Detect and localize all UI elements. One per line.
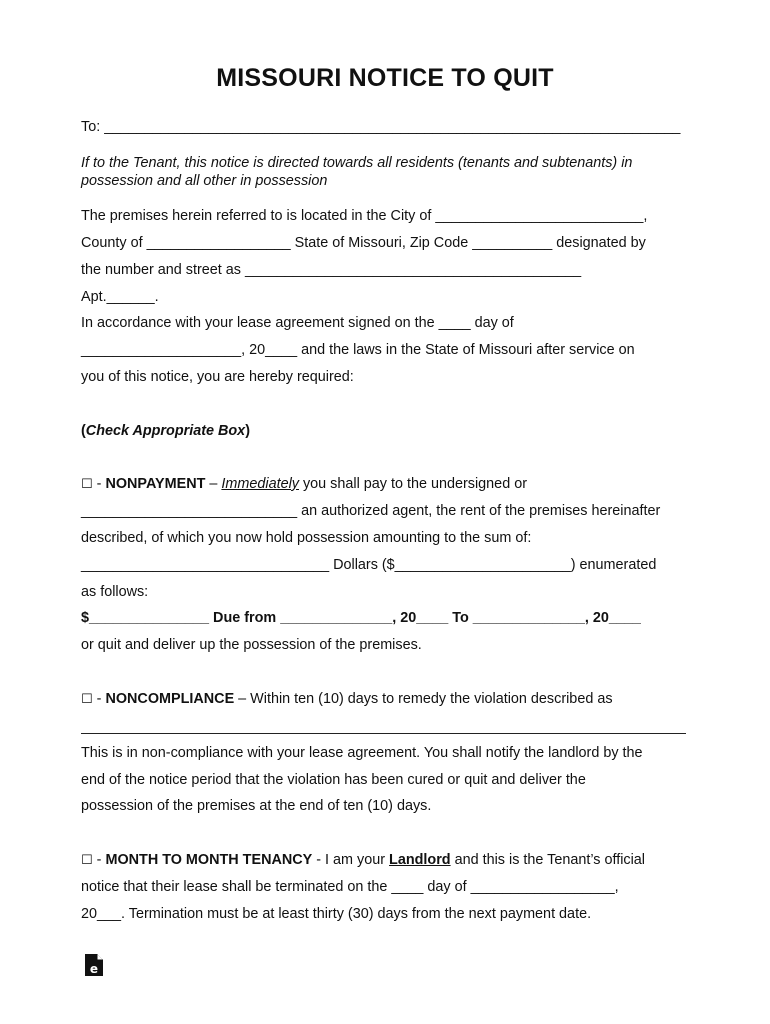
noncompliance-heading-line bbox=[81, 690, 613, 709]
nonpayment-label: NONPAYMENT bbox=[105, 476, 206, 492]
check-box-heading bbox=[81, 422, 250, 440]
noncompliance-possession-line: possession of the premises at the end of ten (10) days. bbox=[81, 798, 432, 814]
nonpayment-sep: – bbox=[205, 476, 222, 492]
month-to-month-heading-line bbox=[81, 851, 645, 870]
nonpayment-dollars-line: _______________________________ Dollars ($______________________) enumerated bbox=[81, 557, 657, 573]
month-to-month-label: MONTH TO MONTH TENANCY bbox=[105, 852, 313, 868]
violation-blank-line bbox=[81, 733, 686, 734]
intro-line-2: possession and all other in possession bbox=[81, 173, 328, 189]
premises-county-line: County of __________________ State of Missouri, Zip Code __________ designated by bbox=[81, 235, 646, 251]
lease-signed-line: In accordance with your lease agreement signed on the ____ day of bbox=[81, 315, 514, 331]
nonpayment-quit-line: or quit and deliver up the possession of the premises. bbox=[81, 637, 422, 653]
month-to-month-termination-line: 20___. Termination must be at least thirty (30) days from the next payment date. bbox=[81, 906, 592, 922]
intro-line-1: If to the Tenant, this notice is directed towards all residents (tenants and subtenants) in bbox=[81, 155, 633, 171]
lease-date-line: ____________________, 20____ and the laws in the State of Missouri after service on bbox=[81, 342, 635, 358]
nonpayment-checkbox[interactable]: ☐ bbox=[81, 477, 93, 492]
noncompliance-label: NONCOMPLIANCE bbox=[105, 691, 235, 707]
nonpayment-dash: - bbox=[92, 476, 106, 492]
month-to-month-checkbox[interactable]: ☐ bbox=[81, 853, 93, 868]
nonpayment-due-line: $_______________ Due from ______________, 20____ To ______________, 20____ bbox=[81, 610, 641, 626]
nonpayment-heading-line bbox=[81, 475, 527, 494]
noncompliance-rest: – Within ten (10) days to remedy the violation described as bbox=[234, 691, 613, 707]
noncompliance-checkbox[interactable]: ☐ bbox=[81, 692, 93, 707]
month-to-month-dash: - bbox=[92, 852, 106, 868]
landlord-word: Landlord bbox=[389, 852, 451, 868]
required-line: you of this notice, you are hereby required: bbox=[81, 369, 354, 385]
eforms-document-icon bbox=[84, 953, 104, 977]
month-to-month-rest: and this is the Tenant’s official bbox=[450, 852, 645, 868]
check-heading-text: Check Appropriate Box bbox=[85, 423, 246, 439]
premises-street-line: the number and street as __________________________________________ bbox=[81, 262, 582, 278]
month-to-month-terminated-line: notice that their lease shall be terminated on the ____ day of __________________, bbox=[81, 879, 619, 895]
premises-city-line: The premises herein referred to is located in the City of __________________________, bbox=[81, 208, 648, 224]
document-title: MISSOURI NOTICE TO QUIT bbox=[216, 64, 554, 92]
to-line: To: ________________________________________________________________________ bbox=[81, 119, 681, 135]
noncompliance-cured-line: end of the notice period that the violation has been cured or quit and deliver the bbox=[81, 772, 586, 788]
check-heading-open: ( bbox=[81, 423, 86, 439]
nonpayment-as-follows-line: as follows: bbox=[81, 584, 149, 600]
nonpayment-agent-line: ___________________________ an authorized agent, the rent of the premises hereinafter bbox=[81, 503, 661, 519]
nonpayment-immediately: Immediately bbox=[221, 476, 299, 492]
premises-apt-line: Apt.______. bbox=[81, 289, 159, 305]
check-heading-close: ) bbox=[245, 423, 250, 439]
month-to-month-mid: - I am your bbox=[312, 852, 390, 868]
noncompliance-dash: - bbox=[92, 691, 106, 707]
nonpayment-described-line: described, of which you now hold possession amounting to the sum of: bbox=[81, 530, 532, 546]
svg-text:e: e bbox=[89, 962, 99, 976]
noncompliance-notify-line: This is in non-compliance with your lease agreement. You shall notify the landlord by the bbox=[81, 745, 643, 761]
nonpayment-rest: you shall pay to the undersigned or bbox=[298, 476, 527, 492]
